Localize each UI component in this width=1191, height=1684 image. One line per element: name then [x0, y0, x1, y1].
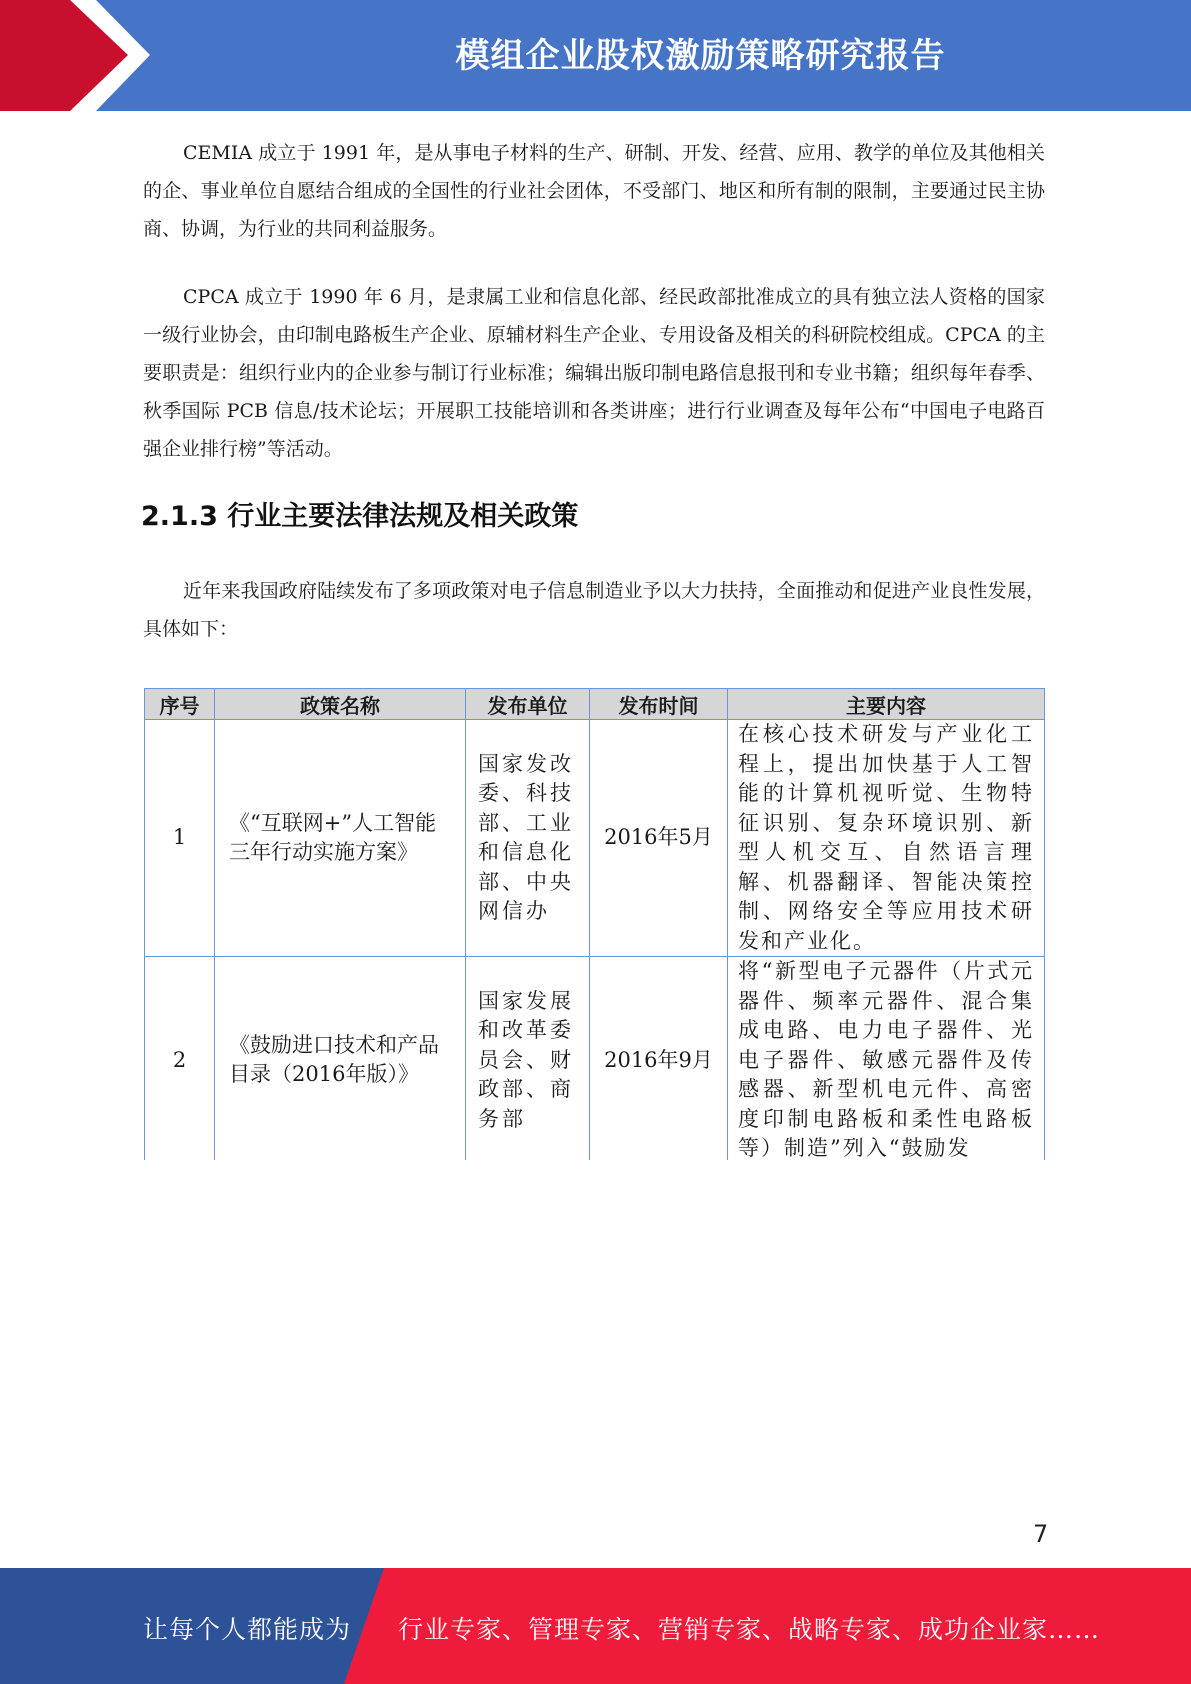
- table-header-row: [145, 689, 1045, 720]
- footer-slogan-right: 行业专家、管理专家、营销专家、战略专家、成功企业家……: [398, 1615, 1101, 1644]
- col-header-content: 主要内容: [728, 689, 1045, 720]
- page-footer: [0, 1568, 1191, 1684]
- col-header-unit: 发布单位: [466, 689, 590, 720]
- cell-issuer: 国家发改委、科技部、工业和信息化部、中央网信办: [466, 720, 590, 957]
- footer-slogan-left: 让每个人都能成为: [143, 1615, 352, 1644]
- col-header-no: 序号: [145, 689, 215, 720]
- cell-no: 2: [145, 957, 215, 1164]
- col-header-name: 政策名称: [215, 689, 466, 720]
- cell-no: 1: [145, 720, 215, 957]
- cell-policy-name: 《鼓励进口技术和产品目录（2016年版）》: [215, 957, 466, 1164]
- cell-content: 在核心技术研发与产业化工程上，提出加快基于人工智能的计算机视听觉、生物特征识别、复杂环境识别、新型人机交互、自然语言理解、机器翻译、智能决策控制、网络安全等应用技术研发和产业化。: [728, 720, 1045, 957]
- cell-content: 将“新型电子元器件（片式元器件、频率元器件、混合集成电路、电力电子器件、光电子器件、敏感元器件及传感器、新型机电元件、高密度印制电路板和柔性电路板等）制造”列入“鼓励发: [728, 957, 1045, 1164]
- paragraph-cemia: CEMIA 成立于 1991 年，是从事电子材料的生产、研制、开发、经营、应用、教学的单位及其他相关的企、事业单位自愿结合组成的全国性的行业社会团体，不受部门、地区和所有制的限制，主要通过民主协商、协调，为行业的共同利益服务。: [143, 142, 1045, 240]
- page-number: 7: [1033, 1520, 1049, 1548]
- cell-date: 2016年5月: [590, 720, 728, 957]
- col-header-date: 发布时间: [590, 689, 728, 720]
- paragraph-intro: 近年来我国政府陆续发布了多项政策对电子信息制造业予以大力扶持，全面推动和促进产业良性发展，具体如下：: [143, 580, 1045, 640]
- policy-table: [144, 688, 1045, 1164]
- cell-date: 2016年9月: [590, 957, 728, 1164]
- section-heading: 2.1.3 行业主要法律法规及相关政策: [141, 501, 579, 532]
- cell-issuer: 国家发展和改革委员会、财政部、商务部: [466, 957, 590, 1164]
- report-title: 模组企业股权激励策略研究报告: [455, 36, 946, 76]
- table-row: [145, 957, 1045, 1164]
- table-row: [145, 720, 1045, 957]
- paragraph-cpca: CPCA 成立于 1990 年 6 月，是隶属工业和信息化部、经民政部批准成立的具有独立法人资格的国家一级行业协会，由印制电路板生产企业、原辅材料生产企业、专用设备及相关的科研院校组成。CPCA 的主要职责是：组织行业内的企业参与制订行业标准；编辑出版印制电路信息报刊和专业书籍；组织每年春季、秋季国际 PCB 信息/技术论坛；开展职工技能培训和各类讲座；进行行业调查及每年公布“中国电子电路百强企业排行榜”等活动。: [143, 286, 1045, 460]
- table-cutoff: [140, 1160, 1060, 1200]
- page-header: [0, 0, 1191, 111]
- cell-policy-name: 《“互联网+”人工智能三年行动实施方案》: [215, 720, 466, 957]
